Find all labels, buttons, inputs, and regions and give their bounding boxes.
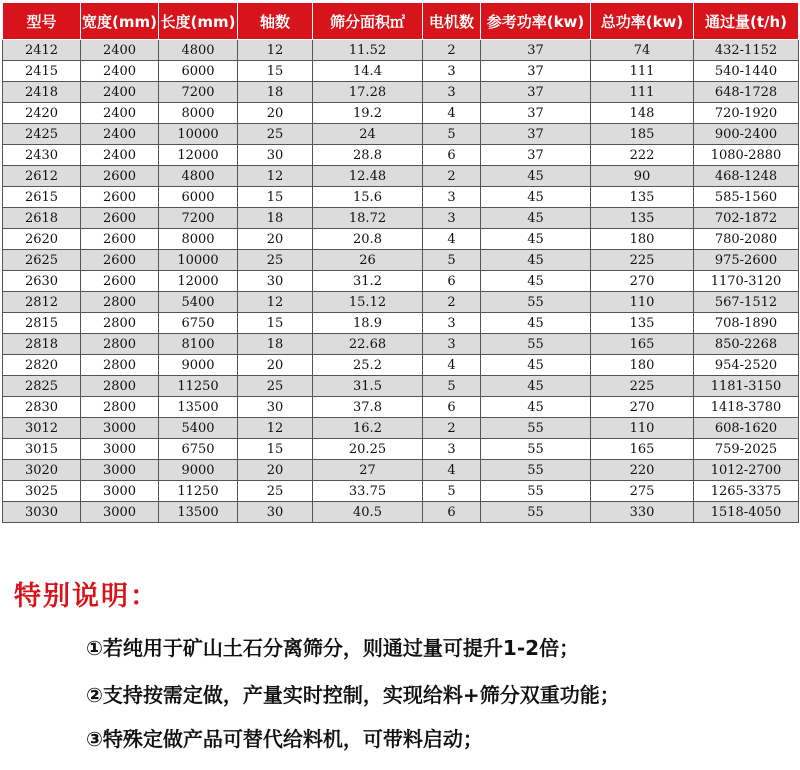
table-cell: 5 xyxy=(423,250,481,271)
table-cell: 31.2 xyxy=(313,271,423,292)
table-cell: 2600 xyxy=(81,208,159,229)
table-cell: 2800 xyxy=(81,334,159,355)
table-cell: 900-2400 xyxy=(694,124,799,145)
table-cell: 45 xyxy=(481,313,591,334)
table-cell: 2412 xyxy=(3,40,81,61)
table-cell: 55 xyxy=(481,418,591,439)
table-cell: 30 xyxy=(238,397,313,418)
table-row xyxy=(3,124,799,145)
table-cell: 780-2080 xyxy=(694,229,799,250)
table-cell: 720-1920 xyxy=(694,103,799,124)
table-cell: 37 xyxy=(481,145,591,166)
table-cell: 2818 xyxy=(3,334,81,355)
table-cell: 55 xyxy=(481,460,591,481)
column-header: 总功率(kw) xyxy=(591,3,694,40)
table-cell: 5 xyxy=(423,481,481,502)
table-cell: 15.12 xyxy=(313,292,423,313)
table-cell: 8000 xyxy=(159,229,238,250)
table-cell: 2812 xyxy=(3,292,81,313)
table-cell: 2400 xyxy=(81,124,159,145)
table-cell: 850-2268 xyxy=(694,334,799,355)
note-item-2: ②支持按需定做，产量实时控制，实现给料+筛分双重功能； xyxy=(86,683,620,707)
table-cell: 185 xyxy=(591,124,694,145)
table-cell: 2 xyxy=(423,292,481,313)
table-cell: 2815 xyxy=(3,313,81,334)
table-cell: 2800 xyxy=(81,292,159,313)
table-cell: 55 xyxy=(481,292,591,313)
table-cell: 3 xyxy=(423,334,481,355)
table-cell: 55 xyxy=(481,439,591,460)
table-cell: 12 xyxy=(238,166,313,187)
table-cell: 3 xyxy=(423,187,481,208)
table-cell: 110 xyxy=(591,418,694,439)
table-cell: 180 xyxy=(591,355,694,376)
table-cell: 165 xyxy=(591,439,694,460)
table-cell: 3 xyxy=(423,61,481,82)
table-cell: 1418-3780 xyxy=(694,397,799,418)
table-cell: 4 xyxy=(423,460,481,481)
table-row xyxy=(3,166,799,187)
table-cell: 110 xyxy=(591,292,694,313)
table-cell: 90 xyxy=(591,166,694,187)
table-cell: 18.72 xyxy=(313,208,423,229)
table-cell: 10000 xyxy=(159,124,238,145)
table-cell: 30 xyxy=(238,145,313,166)
table-row xyxy=(3,229,799,250)
table-cell: 180 xyxy=(591,229,694,250)
table-cell: 954-2520 xyxy=(694,355,799,376)
table-cell: 2 xyxy=(423,418,481,439)
table-row xyxy=(3,502,799,523)
table-cell: 270 xyxy=(591,271,694,292)
table-cell: 11250 xyxy=(159,481,238,502)
table-cell: 4 xyxy=(423,229,481,250)
table-cell: 275 xyxy=(591,481,694,502)
table-row xyxy=(3,250,799,271)
table-row xyxy=(3,103,799,124)
table-cell: 3000 xyxy=(81,418,159,439)
table-cell: 540-1440 xyxy=(694,61,799,82)
table-cell: 975-2600 xyxy=(694,250,799,271)
table-cell: 45 xyxy=(481,271,591,292)
table-cell: 135 xyxy=(591,313,694,334)
table-row xyxy=(3,271,799,292)
table-cell: 45 xyxy=(481,208,591,229)
table-cell: 6750 xyxy=(159,439,238,460)
table-cell: 2400 xyxy=(81,103,159,124)
table-cell: 2618 xyxy=(3,208,81,229)
table-row xyxy=(3,145,799,166)
table-cell: 2620 xyxy=(3,229,81,250)
table-cell: 55 xyxy=(481,334,591,355)
table-cell: 2 xyxy=(423,40,481,61)
table-cell: 6 xyxy=(423,502,481,523)
table-cell: 1012-2700 xyxy=(694,460,799,481)
column-header: 长度(mm) xyxy=(159,3,238,40)
table-cell: 2625 xyxy=(3,250,81,271)
table-cell: 3 xyxy=(423,313,481,334)
table-cell: 45 xyxy=(481,250,591,271)
table-cell: 5400 xyxy=(159,292,238,313)
table-cell: 270 xyxy=(591,397,694,418)
table-cell: 25 xyxy=(238,250,313,271)
table-cell: 55 xyxy=(481,502,591,523)
table-cell: 30 xyxy=(238,502,313,523)
table-cell: 12 xyxy=(238,418,313,439)
table-cell: 2430 xyxy=(3,145,81,166)
column-header: 通过量(t/h) xyxy=(694,3,799,40)
table-cell: 3000 xyxy=(81,460,159,481)
table-cell: 6 xyxy=(423,271,481,292)
table-cell: 27 xyxy=(313,460,423,481)
table-cell: 759-2025 xyxy=(694,439,799,460)
table-cell: 468-1248 xyxy=(694,166,799,187)
table-cell: 3000 xyxy=(81,502,159,523)
table-cell: 5400 xyxy=(159,418,238,439)
table-cell: 55 xyxy=(481,481,591,502)
table-row xyxy=(3,376,799,397)
table-cell: 15 xyxy=(238,61,313,82)
table-cell: 18.9 xyxy=(313,313,423,334)
table-cell: 37 xyxy=(481,124,591,145)
table-cell: 585-1560 xyxy=(694,187,799,208)
table-cell: 20.8 xyxy=(313,229,423,250)
table-cell: 608-1620 xyxy=(694,418,799,439)
table-cell: 330 xyxy=(591,502,694,523)
table-cell: 17.28 xyxy=(313,82,423,103)
table-cell: 15 xyxy=(238,187,313,208)
column-header: 宽度(mm) xyxy=(81,3,159,40)
table-cell: 220 xyxy=(591,460,694,481)
table-cell: 2825 xyxy=(3,376,81,397)
table-cell: 6000 xyxy=(159,61,238,82)
table-cell: 9000 xyxy=(159,460,238,481)
spec-table xyxy=(2,2,799,523)
table-cell: 111 xyxy=(591,61,694,82)
table-cell: 5 xyxy=(423,124,481,145)
table-cell: 6 xyxy=(423,397,481,418)
table-cell: 12000 xyxy=(159,145,238,166)
column-header: 电机数 xyxy=(423,3,481,40)
table-row xyxy=(3,418,799,439)
table-cell: 8000 xyxy=(159,103,238,124)
table-cell: 37 xyxy=(481,61,591,82)
table-cell: 225 xyxy=(591,376,694,397)
table-body xyxy=(3,40,799,523)
table-cell: 2800 xyxy=(81,355,159,376)
table-cell: 22.68 xyxy=(313,334,423,355)
table-cell: 2425 xyxy=(3,124,81,145)
table-cell: 15.6 xyxy=(313,187,423,208)
table-cell: 26 xyxy=(313,250,423,271)
table-row xyxy=(3,187,799,208)
table-row xyxy=(3,397,799,418)
table-cell: 2 xyxy=(423,166,481,187)
table-cell: 11.52 xyxy=(313,40,423,61)
table-cell: 2630 xyxy=(3,271,81,292)
table-row xyxy=(3,460,799,481)
table-cell: 1080-2880 xyxy=(694,145,799,166)
table-cell: 25 xyxy=(238,481,313,502)
table-cell: 3012 xyxy=(3,418,81,439)
table-cell: 45 xyxy=(481,187,591,208)
table-cell: 1265-3375 xyxy=(694,481,799,502)
table-cell: 2800 xyxy=(81,376,159,397)
table-cell: 25.2 xyxy=(313,355,423,376)
table-cell: 15 xyxy=(238,439,313,460)
table-cell: 1181-3150 xyxy=(694,376,799,397)
table-cell: 8100 xyxy=(159,334,238,355)
table-header xyxy=(3,3,799,40)
table-cell: 3000 xyxy=(81,439,159,460)
table-cell: 20 xyxy=(238,460,313,481)
table-cell: 28.8 xyxy=(313,145,423,166)
table-cell: 40.5 xyxy=(313,502,423,523)
table-cell: 10000 xyxy=(159,250,238,271)
table-row xyxy=(3,292,799,313)
note-item-3: ③特殊定做产品可替代给料机，可带料启动； xyxy=(86,727,483,751)
table-cell: 2612 xyxy=(3,166,81,187)
table-cell: 15 xyxy=(238,313,313,334)
table-cell: 14.4 xyxy=(313,61,423,82)
table-row xyxy=(3,208,799,229)
table-cell: 2600 xyxy=(81,250,159,271)
table-cell: 702-1872 xyxy=(694,208,799,229)
table-cell: 37 xyxy=(481,103,591,124)
table-cell: 12.48 xyxy=(313,166,423,187)
table-cell: 16.2 xyxy=(313,418,423,439)
table-cell: 2820 xyxy=(3,355,81,376)
table-cell: 6750 xyxy=(159,313,238,334)
table-cell: 3030 xyxy=(3,502,81,523)
table-cell: 20 xyxy=(238,355,313,376)
table-cell: 3025 xyxy=(3,481,81,502)
table-cell: 648-1728 xyxy=(694,82,799,103)
table-cell: 18 xyxy=(238,208,313,229)
table-cell: 74 xyxy=(591,40,694,61)
table-cell: 2400 xyxy=(81,61,159,82)
table-cell: 7200 xyxy=(159,82,238,103)
table-cell: 135 xyxy=(591,187,694,208)
table-cell: 4 xyxy=(423,355,481,376)
table-cell: 45 xyxy=(481,229,591,250)
table-cell: 18 xyxy=(238,334,313,355)
table-cell: 225 xyxy=(591,250,694,271)
table-cell: 4 xyxy=(423,103,481,124)
table-cell: 45 xyxy=(481,397,591,418)
table-cell: 111 xyxy=(591,82,694,103)
table-cell: 25 xyxy=(238,124,313,145)
table-cell: 37 xyxy=(481,40,591,61)
table-row xyxy=(3,481,799,502)
table-cell: 45 xyxy=(481,376,591,397)
table-cell: 3000 xyxy=(81,481,159,502)
table-row xyxy=(3,334,799,355)
table-cell: 1170-3120 xyxy=(694,271,799,292)
table-cell: 432-1152 xyxy=(694,40,799,61)
table-row xyxy=(3,313,799,334)
table-row xyxy=(3,61,799,82)
table-cell: 30 xyxy=(238,271,313,292)
note-item-1: ①若纯用于矿山土石分离筛分，则通过量可提升1-2倍； xyxy=(86,636,580,660)
column-header: 轴数 xyxy=(238,3,313,40)
column-header: 筛分面积㎡ xyxy=(313,3,423,40)
table-cell: 20 xyxy=(238,229,313,250)
table-cell: 12 xyxy=(238,292,313,313)
table-cell: 19.2 xyxy=(313,103,423,124)
table-cell: 12 xyxy=(238,40,313,61)
table-cell: 6000 xyxy=(159,187,238,208)
table-cell: 2800 xyxy=(81,313,159,334)
table-cell: 3020 xyxy=(3,460,81,481)
table-cell: 20.25 xyxy=(313,439,423,460)
table-cell: 2418 xyxy=(3,82,81,103)
table-cell: 2415 xyxy=(3,61,81,82)
table-cell: 2400 xyxy=(81,40,159,61)
table-cell: 45 xyxy=(481,355,591,376)
table-cell: 11250 xyxy=(159,376,238,397)
table-cell: 37 xyxy=(481,82,591,103)
table-cell: 165 xyxy=(591,334,694,355)
table-cell: 31.5 xyxy=(313,376,423,397)
table-cell: 2800 xyxy=(81,397,159,418)
notes-title: 特别说明： xyxy=(14,581,159,612)
table-cell: 2600 xyxy=(81,229,159,250)
table-cell: 25 xyxy=(238,376,313,397)
table-cell: 7200 xyxy=(159,208,238,229)
table-cell: 18 xyxy=(238,82,313,103)
header-row xyxy=(3,3,799,40)
table-cell: 2615 xyxy=(3,187,81,208)
table-cell: 45 xyxy=(481,166,591,187)
table-cell: 20 xyxy=(238,103,313,124)
table-cell: 13500 xyxy=(159,397,238,418)
column-header: 型号 xyxy=(3,3,81,40)
table-cell: 148 xyxy=(591,103,694,124)
table-cell: 4800 xyxy=(159,166,238,187)
table-cell: 4800 xyxy=(159,40,238,61)
table-cell: 2600 xyxy=(81,187,159,208)
table-cell: 6 xyxy=(423,145,481,166)
column-header: 参考功率(kw) xyxy=(481,3,591,40)
table-cell: 13500 xyxy=(159,502,238,523)
table-row xyxy=(3,40,799,61)
table-cell: 222 xyxy=(591,145,694,166)
table-cell: 2400 xyxy=(81,145,159,166)
table-cell: 37.8 xyxy=(313,397,423,418)
table-cell: 2420 xyxy=(3,103,81,124)
table-row xyxy=(3,439,799,460)
table-cell: 33.75 xyxy=(313,481,423,502)
table-cell: 1518-4050 xyxy=(694,502,799,523)
table-cell: 3 xyxy=(423,208,481,229)
table-cell: 3 xyxy=(423,82,481,103)
table-cell: 12000 xyxy=(159,271,238,292)
table-cell: 3015 xyxy=(3,439,81,460)
table-row xyxy=(3,82,799,103)
table-cell: 567-1512 xyxy=(694,292,799,313)
table-cell: 708-1890 xyxy=(694,313,799,334)
table-cell: 2400 xyxy=(81,82,159,103)
table-cell: 2600 xyxy=(81,271,159,292)
table-cell: 3 xyxy=(423,439,481,460)
table-row xyxy=(3,355,799,376)
table-cell: 24 xyxy=(313,124,423,145)
table-cell: 9000 xyxy=(159,355,238,376)
table-cell: 2600 xyxy=(81,166,159,187)
table-cell: 135 xyxy=(591,208,694,229)
table-cell: 5 xyxy=(423,376,481,397)
table-cell: 2830 xyxy=(3,397,81,418)
